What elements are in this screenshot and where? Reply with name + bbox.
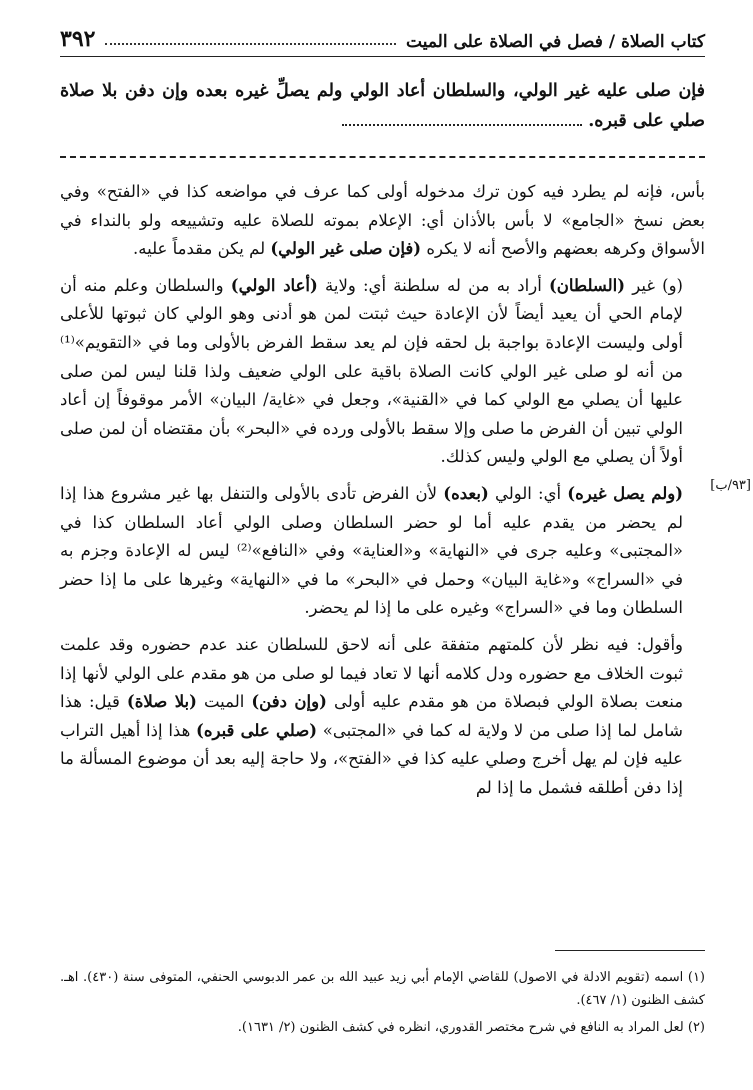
- text-run: والسلطان وعلم منه أن لإمام الحي أن يعيد أيضاً لأن الإعادة حيث ثبتت لمن هو أدنى وهو الولي كان ثبوتها للأعلى أولى وليست الإعادة بواجبة بل لحقه فإن لم يعد سقط الفرض بالأولى وما في «التقويم»⁽¹⁾ من أنه لو صلى غير الولي كانت الصلاة باقية على الولي ضعيف ولذا قلنا ليس لمن صلى عليها أن يصلي مع الولي كما في «القنية»، وجعل في «غاية/ البيان» الأمر موقوفاً إن أعاد الولي تبين أن الفرض ما صلى وإلا سقط بالأولى ورده في «البحر» بأن مقتضاه أن لمن صلى أولاً أن يصلي مع الولي وليس كذلك.: [60, 275, 683, 467]
- header-dotted-leader: [105, 43, 396, 45]
- matn-sentence: فإن صلى عليه غير الولي، والسلطان أعاد الولي ولم يصلِّ غيره بعده وإن دفن بلا صلاة صلي على قبره.: [60, 81, 705, 131]
- matn-quote: (بعده): [443, 483, 489, 503]
- matn-quote: (صلي على قبره): [196, 720, 318, 740]
- matn-quote: (السلطان): [548, 275, 626, 295]
- paragraph: [60, 480, 705, 623]
- matn-quote: (بلا صلاة): [126, 692, 197, 712]
- text-run: أراد به من له سلطنة أي: ولاية: [325, 275, 542, 295]
- matn-dotted-leader: [342, 114, 582, 126]
- text-run: لأن الفرض تأدى بالأولى والتنفل بها غير مشروع هذا إذا لم يحضر من يقدم عليه أما لو حضر السلطان وصلى الولي أعاد السلطان كذا في «المجتبى» وعليه جرى في «النهاية» و«العناية» وفي «النافع»⁽²⁾ ليس له الإعادة وجزم به في «السراج» و«غاية البيان» وحمل في «البحر» ما في «النهاية» وغيرها على ما إذا حضر السلطان وما في «السراج» وغيره على ما إذا لم يحضر.: [60, 483, 683, 618]
- matn-quote: (أعاد الولي): [230, 275, 318, 295]
- footnote: (١) اسمه (تقويم الادلة في الاصول) للقاضي الإمام أبي زيد عبيد الله بن عمر الدبوسي الحنفي، المتوفى سنة (٤٣٠). اهـ. كشف الظنون (١/ ٤٦٧).: [60, 970, 705, 1008]
- matn-quote: (فإن صلى غير الولي): [270, 239, 422, 259]
- matn-text: [60, 76, 705, 136]
- paragraph: [60, 272, 705, 472]
- page-number: ٣٩٢: [60, 26, 96, 52]
- text-run: الميت: [203, 692, 245, 712]
- matn-separator: [60, 156, 705, 158]
- running-title: كتاب الصلاة / فصل في الصلاة على الميت: [406, 32, 705, 52]
- matn-quote: (وإن دفن): [251, 692, 327, 712]
- text-run: وأقول: فيه نظر لأن كلمتهم متفقة على أنه لاحق للسلطان عند عدم حضوره وقد علمت ثبوت الخلاف مع حضوره ودل كلامه أنها لا تعاد فيما لو صلى من هو مقدم على الولي لأنها إذا منعت بصلاة الولي فبصلاة من هو مقدم عليه أولى: [60, 634, 684, 712]
- manuscript-folio-marker: [٩٣/ب]: [710, 478, 751, 493]
- text-run: هذا إذا أهيل التراب عليه فإن لم يهل أخرج وصلي عليه كذا في «الفتح»، ولا حاجة إليه بعد أن موضوع المسألة ما إذا دفن أطلقه فشمل ما إذا لم: [60, 720, 683, 797]
- running-head: [60, 16, 705, 52]
- commentary: [60, 178, 705, 802]
- matn-quote: (ولم يصل غيره): [567, 483, 684, 503]
- footnote: (٢) لعل المراد به النافع في شرح مختصر القدوري، انظره في كشف الظنون (٢/ ١٦٣١).: [237, 1020, 705, 1035]
- text-run: بأس، فإنه لم يطرد فيه كون ترك مدخوله أولى كما عرف في مواضعه كذا في «الفتح» وفي بعض نسخ «الجامع» لا بأس بالأذان أي: الإعلام بموته للصلاة عليه وتشييعه ولو بالنداء في الأسواق وكرهه بعضهم والأصح أنه لا يكره: [60, 182, 705, 259]
- text-run: لم يكن مقدماً عليه.: [133, 239, 266, 259]
- text-run: أي: الولي: [494, 483, 562, 503]
- paragraph: [60, 631, 705, 803]
- header-rule: [60, 56, 705, 57]
- text-run: (و) غير: [632, 275, 683, 295]
- paragraph: [60, 178, 705, 264]
- text-run: قيل: هذا شامل لما إذا صلى من لا ولاية له كما في «المجتبى»: [60, 692, 683, 740]
- footnotes: [60, 966, 705, 1043]
- footnote-rule: [555, 950, 705, 951]
